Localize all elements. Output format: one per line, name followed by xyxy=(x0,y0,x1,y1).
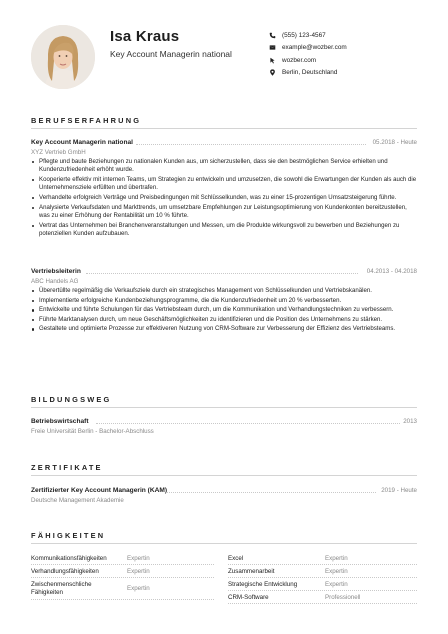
section-divider xyxy=(31,543,417,544)
list-item: Gestaltete und optimierte Prozesse zur effektiveren Nutzung von CRM-Software zur Verbesserung der Effizienz des Vertriebsteams. xyxy=(31,325,419,333)
skill-name: Strategische Entwicklung xyxy=(228,581,298,588)
skill-level: Expertin xyxy=(325,568,348,575)
education-year: 2013 xyxy=(403,418,417,425)
skill-divider xyxy=(31,599,214,600)
link-icon xyxy=(268,56,276,64)
list-item: Implementierte erfolgreiche Kundenbeziehungsprogramme, die die Kundenzufriedenheit um 20 % verbesserten. xyxy=(31,297,419,305)
skill-name: Excel xyxy=(228,555,244,562)
skill-level: Expertin xyxy=(127,555,150,562)
certificate-dates: 2019 - Heute xyxy=(381,487,417,494)
education-degree: Betriebswirtschaft xyxy=(31,418,89,425)
certificate-name: Zertifizierter Key Account Managerin (KAM) xyxy=(31,487,168,494)
candidate-role: Key Account Managerin national xyxy=(110,49,232,59)
list-item: Pflegte und baute Beziehungen zu nationalen Kunden aus, um sicherzustellen, dass sie den bestmöglichen Service erhielten und Kundenzufriedenheit erhöht wurde. xyxy=(31,158,419,175)
job-title: Vertriebsleiterin xyxy=(31,268,81,275)
skill-divider xyxy=(228,577,417,578)
skill-level: Expertin xyxy=(127,585,150,592)
contact-list xyxy=(268,29,347,79)
dotted-leader xyxy=(96,423,400,424)
skill-level: Expertin xyxy=(325,555,348,562)
portrait-image xyxy=(31,25,95,89)
list-item: Entwickelte und führte Schulungen für das Vertriebsteam durch, um die Kommunikation und Verhandlungstechniken zu verbessern. xyxy=(31,306,419,314)
certificate-issuer: Deutsche Management Akademie xyxy=(31,497,124,504)
candidate-name: Isa Kraus xyxy=(110,28,180,45)
skill-divider xyxy=(228,590,417,591)
skill-divider xyxy=(228,564,417,565)
list-item: Verhandelte erfolgreich Verträge und Preisbedingungen mit Schlüsselkunden, was zu einer 15-prozentigen Umsatzsteigerung führte. xyxy=(31,194,419,202)
job-dates: 05.2018 - Heute xyxy=(372,139,417,146)
job-dates: 04.2013 - 04.2018 xyxy=(366,268,417,275)
contact-location-text: Berlin, Deutschland xyxy=(282,69,338,77)
section-title-education: BILDUNGSWEG xyxy=(31,395,112,404)
job-title: Key Account Managerin national xyxy=(31,139,133,146)
contact-website xyxy=(268,54,347,67)
section-divider xyxy=(31,475,417,476)
list-item: Vertrat das Unternehmen bei Branchenveranstaltungen und Messen, um die Produkte wirkungsvoll zu bewerben und Beziehungen zu potenziellen Kunden aufzubauen. xyxy=(31,222,419,239)
contact-email xyxy=(268,42,347,55)
skill-name: Verhandlungsfähigkeiten xyxy=(31,568,99,575)
skill-divider xyxy=(31,577,214,578)
job-company: ABC Handels AG xyxy=(31,278,79,285)
dotted-leader xyxy=(136,144,366,145)
job-bullets xyxy=(31,287,419,335)
skill-level: Expertin xyxy=(127,568,150,575)
list-item: Kooperierte effektiv mit internen Teams, um Strategien zu entwickeln und umzusetzen, die sowohl die Erwartungen der Kunden als auch die Unternehmensziele erfüllten und übertrafen. xyxy=(31,176,419,193)
contact-phone-text: (555) 123-4567 xyxy=(282,31,326,39)
job-company: XYZ Vertrieb GmbH xyxy=(31,149,86,156)
dotted-leader xyxy=(86,273,358,274)
skill-level: Expertin xyxy=(325,581,348,588)
section-divider xyxy=(31,407,417,408)
skill-name: Kommunikationsfähigkeiten xyxy=(31,555,107,562)
contact-location xyxy=(268,67,347,80)
section-title-certificates: ZERTIFIKATE xyxy=(31,463,103,472)
contact-email-text: example@wozber.com xyxy=(282,44,347,52)
mail-icon xyxy=(268,44,276,52)
skill-name: Zwischenmenschliche Fähigkeiten xyxy=(31,581,92,597)
skill-divider xyxy=(31,564,214,565)
skill-name: CRM-Software xyxy=(228,594,269,601)
skill-name: Zusammenarbeit xyxy=(228,568,275,575)
section-title-experience: BERUFSERFAHRUNG xyxy=(31,116,142,125)
section-title-skills: FÄHIGKEITEN xyxy=(31,531,106,540)
job-bullets xyxy=(31,158,419,240)
list-item: Analysierte Verkaufsdaten und Markttrends, um umsetzbare Empfehlungen zur Leistungsoptimierung von Kundenkonten bereitzustellen, was zu einer Erhöhung der Rentabilität um 10 % führte. xyxy=(31,204,419,221)
dotted-leader xyxy=(166,492,376,493)
list-item: Führte Marktanalysen durch, um neue Geschäftsmöglichkeiten zu identifizieren und die Position des Unternehmens zu stärken. xyxy=(31,316,419,324)
skill-level: Professionell xyxy=(325,594,361,601)
education-school: Freie Universität Berlin - Bachelor-Abschluss xyxy=(31,428,154,435)
contact-website-text: wozber.com xyxy=(282,56,317,64)
contact-phone xyxy=(268,29,347,42)
list-item: Überertüllte regelmäßig die Verkaufsziele durch ein strategisches Management von Schlüsselkunden und Vertriebskanälen. xyxy=(31,287,419,295)
avatar xyxy=(31,25,95,89)
section-divider xyxy=(31,128,417,129)
location-pin-icon xyxy=(268,69,276,77)
skill-divider xyxy=(228,603,417,604)
phone-icon xyxy=(268,31,276,39)
